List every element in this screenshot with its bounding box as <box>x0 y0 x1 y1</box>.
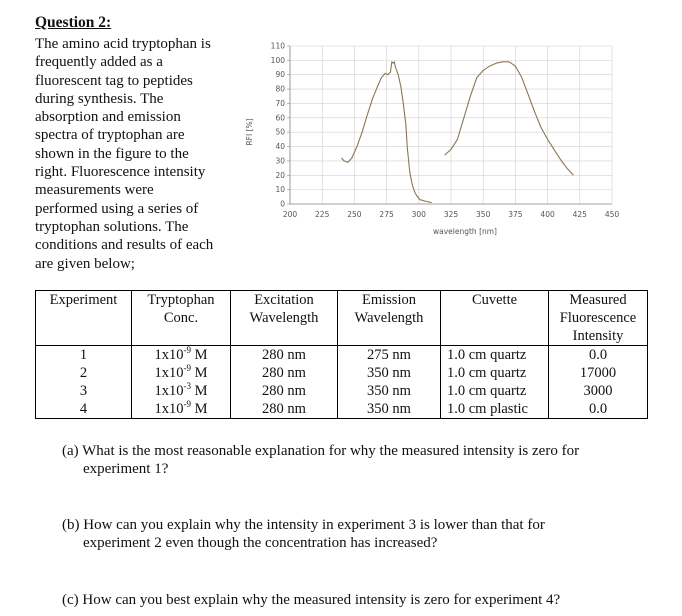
header-intensity: Measured Fluorescence Intensity <box>549 291 648 346</box>
x-tick-label: 300 <box>411 210 426 219</box>
intro-line: tryptophan solutions. The <box>35 218 189 235</box>
header-experiment: Experiment <box>36 291 132 346</box>
intro-line: conditions and results of each <box>35 237 214 254</box>
header-emission: Emission Wavelength <box>338 291 441 346</box>
y-tick-label: 60 <box>275 113 285 123</box>
question-b <box>62 517 662 552</box>
header-excitation: Excitation Wavelength <box>231 291 338 346</box>
y-tick-label: 10 <box>275 185 285 195</box>
intro-line: during synthesis. The <box>35 90 164 107</box>
question-text: experiment 2 even though the concentration has increased? <box>83 534 438 551</box>
y-tick-label: 40 <box>275 142 285 152</box>
chart-y-axis-label: RFI [%] <box>245 118 254 146</box>
x-tick-label: 350 <box>476 210 491 219</box>
y-tick-label: 80 <box>275 84 285 94</box>
emission-spectrum-line <box>445 62 574 176</box>
chart-axes <box>287 46 612 204</box>
intro-line: absorption and emission <box>35 109 181 126</box>
x-tick-label: 425 <box>572 210 587 219</box>
cell-concentration: $1x10^{-9}$ M $1x10^{-9}$ M $1x10^{-3}$ M $1x10^{-9}$ M <box>132 346 231 419</box>
x-tick-label: 225 <box>315 210 330 219</box>
intro-line: are given below; <box>35 255 135 272</box>
intro-line: spectra of tryptophan are <box>35 127 185 144</box>
question-c <box>62 592 662 610</box>
header-cuvette: Cuvette <box>441 291 549 346</box>
chart-x-axis-label: wavelength [nm] <box>433 227 497 236</box>
intro-line: fluorescent tag to peptides <box>35 72 193 89</box>
cell-experiment: 1 2 3 4 <box>36 346 132 419</box>
table-header-row <box>36 291 648 346</box>
y-tick-label: 50 <box>275 127 285 137</box>
cell-excitation: 280 nm 280 nm 280 nm 280 nm <box>231 346 338 419</box>
table-row <box>36 346 648 419</box>
intro-line: shown in the figure to the <box>35 145 189 162</box>
question-label: (c) <box>62 592 79 608</box>
chart-x-tick-labels <box>283 210 620 219</box>
question-heading: Question 2: <box>35 14 112 31</box>
question-a <box>62 443 662 478</box>
y-tick-label: 30 <box>275 156 285 166</box>
x-tick-label: 200 <box>282 210 298 219</box>
x-tick-label: 250 <box>347 210 362 219</box>
spectra-chart <box>240 36 640 241</box>
x-tick-label: 450 <box>604 210 620 219</box>
cell-cuvette: 1.0 cm quartz 1.0 cm quartz 1.0 cm quartz 1.0 cm plastic <box>441 346 549 419</box>
intro-paragraph <box>35 35 235 273</box>
y-tick-label: 90 <box>275 70 285 80</box>
x-tick-label: 325 <box>443 210 459 219</box>
x-tick-label: 275 <box>379 210 394 219</box>
question-text: How can you explain why the intensity in experiment 3 is lower than that for <box>83 517 545 533</box>
cell-intensity: 0.0 17000 3000 0.0 <box>549 346 648 419</box>
intro-line: frequently added as a <box>35 54 163 71</box>
y-tick-label: 100 <box>270 55 285 65</box>
intro-line: measurements were <box>35 182 154 199</box>
question-text: What is the most reasonable explanation for why the measured intensity is zero for <box>82 443 580 459</box>
experiment-table <box>35 290 648 419</box>
cell-emission: 275 nm 350 nm 350 nm 350 nm <box>338 346 441 419</box>
y-tick-label: 110 <box>270 41 285 51</box>
y-tick-label: 20 <box>275 170 285 180</box>
question-label: (a) <box>62 443 79 459</box>
chart-y-tick-labels <box>271 42 286 209</box>
question-text: experiment 1? <box>83 460 169 477</box>
intro-line: right. Fluorescence intensity <box>35 164 206 181</box>
question-label: (b) <box>62 517 80 533</box>
intro-line: performed using a series of <box>35 200 199 217</box>
header-concentration: Tryptophan Conc. <box>132 291 231 346</box>
x-tick-label: 375 <box>508 210 523 219</box>
intro-line: The amino acid tryptophan is <box>35 36 211 52</box>
x-tick-label: 400 <box>540 210 555 219</box>
y-tick-label: 0 <box>280 199 285 209</box>
y-tick-label: 70 <box>275 98 285 108</box>
question-text: How can you best explain why the measured intensity is zero for experiment 4? <box>82 592 561 608</box>
chart-gridlines <box>290 46 612 204</box>
